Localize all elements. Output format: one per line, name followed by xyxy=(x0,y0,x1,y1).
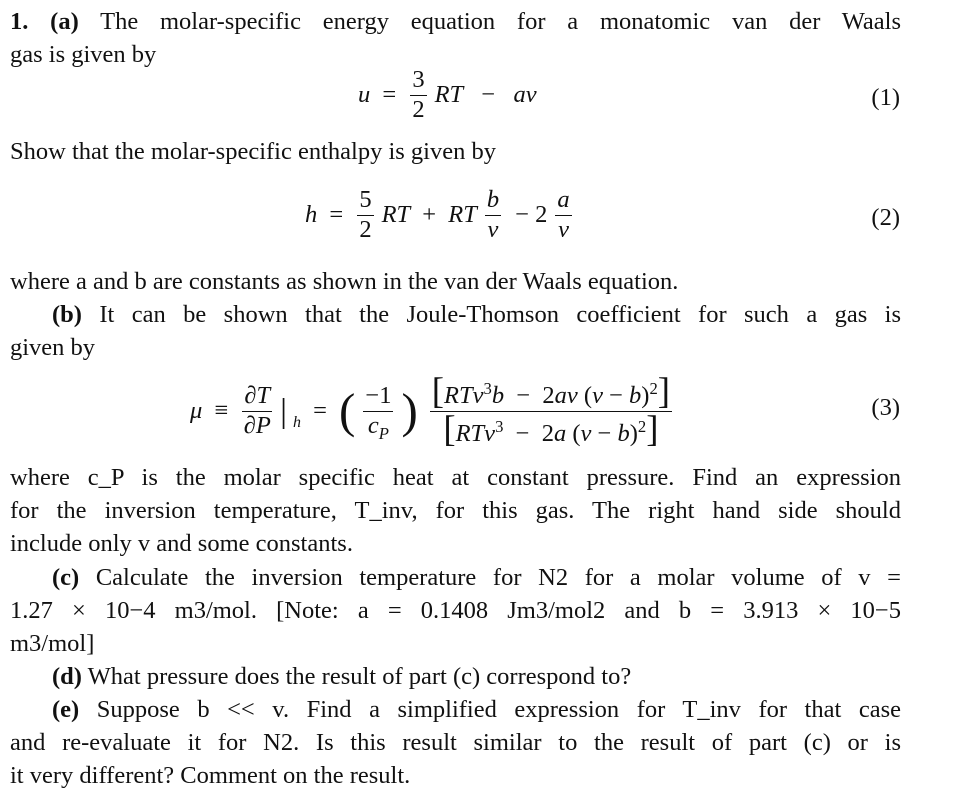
part-c-line1 xyxy=(52,563,901,593)
part-a-label: (a) xyxy=(50,8,79,35)
part-e-text: Suppose b << v. Find a simplified expression for T_inv for that case xyxy=(96,696,901,723)
part-e-label: (e) xyxy=(52,696,80,723)
part-c-label: (c) xyxy=(52,564,80,591)
part-e-line1 xyxy=(52,695,901,725)
part-e-line2: and re-evaluate it for N2. Is this result similar to the result of part (c) or is xyxy=(10,729,901,756)
part-d-text: What pressure does the result of part (c) correspond to? xyxy=(87,663,632,690)
part-a-intro-line2: gas is given by xyxy=(10,41,157,68)
part-a-show-text: Show that the molar-specific enthalpy is given by xyxy=(10,138,496,165)
part-b-line1 xyxy=(52,300,901,330)
part-a-intro-line1 xyxy=(10,7,901,37)
part-c-text: Calculate the inversion temperature for N2 for a molar volume of v = xyxy=(95,564,901,591)
part-d-line xyxy=(52,662,901,692)
part-a-intro-text: The molar-specific energy equation for a monatomic van der Waals xyxy=(100,8,902,35)
part-b-after-line2: for the inversion temperature, T_inv, for this gas. The right hand side should xyxy=(10,497,901,524)
equation-2-number: (2) xyxy=(871,204,900,231)
equation-1-number: (1) xyxy=(871,84,900,111)
equation-3-number: (3) xyxy=(871,394,900,421)
part-d-label: (d) xyxy=(52,663,82,690)
part-b-text: It can be shown that the Joule-Thomson coefficient for such a gas is xyxy=(99,301,902,328)
part-a-where-text: where a and b are constants as shown in the van der Waals equation. xyxy=(10,268,679,295)
problem-number: 1. xyxy=(10,8,29,35)
equation-2: h = $\frac{5}{2}$ RT + RT $\frac{b}{v}$ − 2 $\frac{a}{v}$ xyxy=(305,186,570,243)
part-e-line3: it very different? Comment on the result. xyxy=(10,762,411,789)
part-b-label: (b) xyxy=(52,301,82,328)
part-b-after-line1: where c_P is the molar specific heat at constant pressure. Find an expression xyxy=(10,464,901,491)
equation-1: u = $\frac{3}{2}$ RT − av xyxy=(358,66,537,123)
part-b-line2: given by xyxy=(10,334,96,361)
equation-3: μ ≡ $\frac{\partial T}{\partial P}$ | h = ( $\frac{-1}{c_P}$ ) $\frac{[RTv^3b - 2av (v - b)^2]}{[RTv^3 - 2a (v - b)^2]}$ xyxy=(190,370,671,449)
part-b-after-line3: include only v and some constants. xyxy=(10,530,353,557)
part-c-line2: 1.27 × 10−4 m3/mol. [Note: a = 0.1408 Jm3/mol2 and b = 3.913 × 10−5 xyxy=(10,597,901,624)
part-c-line3: m3/mol] xyxy=(10,630,95,657)
